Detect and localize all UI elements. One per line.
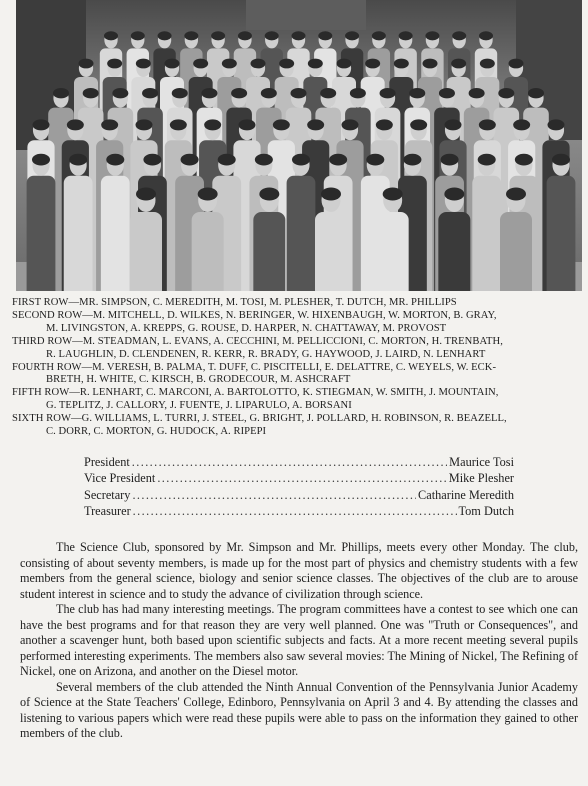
photo-figure-hair xyxy=(104,31,118,40)
officer-row xyxy=(84,504,514,520)
photo-figure-hair xyxy=(131,31,145,40)
photo-figure-hair xyxy=(193,59,208,69)
photo-figure-hair xyxy=(376,119,393,130)
photo-figure-hair xyxy=(279,59,294,69)
leader-dots xyxy=(133,504,457,519)
photo-figure-hair xyxy=(548,119,565,130)
photo-figure-hair xyxy=(515,154,533,166)
caption-row-line: SIXTH ROW—G. WILLIAMS, L. TURRI, J. STEEL, G. BRIGHT, J. POLLARD, H. ROBINSON, R. BEAZELL, xyxy=(12,413,507,425)
photo-figure-hair xyxy=(101,119,118,130)
group-photo-icon xyxy=(16,0,582,291)
photo-figure-hair xyxy=(222,59,237,69)
leader-dots xyxy=(132,455,447,470)
photo-figure-hair xyxy=(265,31,279,40)
officer-row xyxy=(84,455,514,471)
photo-figure-hair xyxy=(423,59,438,69)
leader-dots xyxy=(157,471,446,486)
photo-figure-hair xyxy=(307,119,324,130)
photo-figure-hair xyxy=(273,119,290,130)
photo-figure-hair xyxy=(321,188,341,201)
caption-row-line: M. LIVINGSTON, A. KREPPS, G. ROUSE, D. HARPER, N. CHATTAWAY, M. PROVOST xyxy=(46,322,447,334)
photo-figure-body xyxy=(438,212,470,291)
photo-figure-hair xyxy=(231,88,247,98)
photo-figure-hair xyxy=(291,88,307,98)
photo-figure-hair xyxy=(320,88,336,98)
photo-figure-hair xyxy=(204,119,221,130)
officer-name: Tom Dutch xyxy=(458,504,514,519)
photo-figure-hair xyxy=(380,88,396,98)
photo-figure-hair xyxy=(372,31,386,40)
photo-figure-body xyxy=(472,176,501,291)
photo-figure-hair xyxy=(33,119,50,130)
photo-figure-body xyxy=(64,176,93,291)
photo-figure-hair xyxy=(478,154,496,166)
photo-caption xyxy=(12,297,582,439)
photo-figure-hair xyxy=(513,119,530,130)
photo-figure-hair xyxy=(211,31,225,40)
officer-title: Secretary xyxy=(84,487,131,502)
photo-figure-hair xyxy=(181,154,199,166)
photo-figure-hair xyxy=(292,154,310,166)
photo-figure-hair xyxy=(479,31,493,40)
photo-figure-body xyxy=(253,212,285,291)
officer-name: Maurice Tosi xyxy=(449,455,514,469)
photo-figure-hair xyxy=(201,88,217,98)
photo-figure-body xyxy=(130,212,162,291)
photo-figure-hair xyxy=(409,88,425,98)
officer-title: President xyxy=(84,455,130,469)
photo-figure-hair xyxy=(552,154,570,166)
caption-row-line: R. LAUGHLIN, D. CLENDENEN, R. KERR, R. BRADY, G. HAYWOOD, J. LAIRD, N. LENHART xyxy=(46,348,486,360)
photo-figure-hair xyxy=(479,119,496,130)
leader-dots xyxy=(132,488,416,503)
photo-figure-hair xyxy=(107,59,122,69)
caption-row-line: SECOND ROW—M. MITCHELL, D. WILKES, N. BERINGER, W. HIXENBAUGH, W. MORTON, B. GRAY, xyxy=(12,309,497,321)
photo-figure-hair xyxy=(198,188,218,201)
photo-figure-hair xyxy=(528,88,544,98)
photo-figure-hair xyxy=(143,154,161,166)
group-photo xyxy=(16,0,582,291)
photo-figure-body xyxy=(315,212,347,291)
photo-figure-hair xyxy=(350,88,366,98)
photo-figure-hair xyxy=(184,31,198,40)
photo-figure-hair xyxy=(53,88,69,98)
photo-figure-hair xyxy=(218,154,236,166)
photo-figure-hair xyxy=(170,119,187,130)
photo-figure-hair xyxy=(403,154,421,166)
photo-figure-hair xyxy=(69,154,87,166)
photo-figure-hair xyxy=(509,59,524,69)
article-body xyxy=(20,540,578,742)
photo-figure-hair xyxy=(158,31,172,40)
photo-figure-hair xyxy=(261,88,277,98)
photo-figure-hair xyxy=(439,88,455,98)
photo-figure-hair xyxy=(79,59,94,69)
photo-figure-hair xyxy=(136,188,156,201)
photo-figure-hair xyxy=(342,119,359,130)
photo-figure-hair xyxy=(366,154,384,166)
photo-figure-hair xyxy=(410,119,427,130)
caption-row-line: BRETH, H. WHITE, C. KIRSCH, B. GRODECOUR, M. ASHCRAFT xyxy=(46,374,351,386)
photo-figure-hair xyxy=(444,188,464,201)
photo-figure-hair xyxy=(259,188,279,201)
photo-figure-hair xyxy=(83,88,99,98)
photo-figure-hair xyxy=(136,119,153,130)
caption-row-line: FIFTH ROW—R. LENHART, C. MARCONI, A. BARTOLOTTO, K. STIEGMAN, W. SMITH, J. MOUNTAIN, xyxy=(12,387,499,399)
caption-row-line: THIRD ROW—M. STEADMAN, L. EVANS, A. CECCHINI, M. PELLICCIONI, C. MORTON, H. TRENBATH, xyxy=(12,335,503,347)
caption-row-line: FIRST ROW—MR. SIMPSON, C. MEREDITH, M. TOSI, M. PLESHER, T. DUTCH, MR. PHILLIPS xyxy=(12,297,457,308)
photo-figure-body xyxy=(27,176,56,291)
photo-figure-hair xyxy=(452,31,466,40)
officer-name: Catharine Meredith xyxy=(418,487,514,502)
photo-figure-hair xyxy=(251,59,266,69)
photo-figure-hair xyxy=(238,31,252,40)
photo-figure-hair xyxy=(292,31,306,40)
officer-row xyxy=(84,471,514,487)
photo-figure-hair xyxy=(172,88,188,98)
officer-title: Treasurer xyxy=(84,504,131,519)
photo-figure-hair xyxy=(425,31,439,40)
photo-figure-hair xyxy=(445,119,462,130)
photo-figure-hair xyxy=(318,31,332,40)
body-paragraph: The club has had many interesting meetings. The program committees have a contest to see which one can have the best programs and for that reason they are very well planned. One was "Truth or Consequences", and another a scavenger hunt, both based upon scientific subjects and facts. At a more recent meeting several pupils performed interesting experiments. The members also saw several movies: The Mining of Nickel, The Refining of Nickel, one on Arizona, and another on the Diesel motor. xyxy=(20,602,578,678)
officer-title: Vice President xyxy=(84,471,156,486)
photo-figure-hair xyxy=(469,88,485,98)
photo-figure-hair xyxy=(345,31,359,40)
photo-figure-hair xyxy=(32,154,50,166)
photo-figure-hair xyxy=(399,31,413,40)
body-paragraph: The Science Club, sponsored by Mr. Simpson and Mr. Phillips, meets every other Monday. The club, consisting of about seventy members, is made up for the most part of physics and chemistry students with a few members from the general science, biology and senior science classes. The objectives of the club are to arouse student interest in science and to study the advance of civilization through science. xyxy=(20,540,578,601)
officer-row xyxy=(84,488,514,504)
body-paragraph: Several members of the club attended the Ninth Annual Convention of the Pennsylvania Junior Academy of Science at the State Teachers' College, Edinboro, Pennsylvania on April 3 and 4. By attending the classes and listening to various papers which were read these pupils were able to pass on the information they gained to other members of the club. xyxy=(20,679,578,740)
photo-figure-hair xyxy=(394,59,409,69)
caption-row-line: G. TEPLITZ, J. CALLORY, J. FUENTE, J. LIPARULO, A. BORSANI xyxy=(46,400,352,412)
officers-list xyxy=(84,455,514,521)
photo-figure-body xyxy=(101,176,130,291)
photo-figure-hair xyxy=(142,88,158,98)
photo-figure-body xyxy=(192,212,224,291)
photo-figure-hair xyxy=(365,59,380,69)
photo-figure-hair xyxy=(383,188,403,201)
photo-figure-hair xyxy=(506,188,526,201)
photo-figure-hair xyxy=(498,88,514,98)
photo-figure-body xyxy=(287,176,316,291)
photo-figure-hair xyxy=(337,59,352,69)
photo-figure-hair xyxy=(112,88,128,98)
photo-figure-hair xyxy=(165,59,180,69)
photo-figure-hair xyxy=(441,154,459,166)
photo-figure-hair xyxy=(451,59,466,69)
photo-figure-hair xyxy=(239,119,256,130)
officer-name: Mike Plesher xyxy=(448,471,514,486)
photo-figure-body xyxy=(377,212,409,291)
photo-figure-body xyxy=(547,176,576,291)
caption-row-line: C. DORR, C. MORTON, G. HUDOCK, A. RIPEPI xyxy=(46,426,267,438)
photo-figure-hair xyxy=(136,59,151,69)
caption-row-line: FOURTH ROW—M. VERESH, B. PALMA, T. DUFF, C. PISCITELLI, E. DELATTRE, C. WEYELS, W. ECK- xyxy=(12,361,497,373)
photo-figure-hair xyxy=(329,154,347,166)
photo-figure-hair xyxy=(255,154,273,166)
photo-figure-hair xyxy=(308,59,323,69)
photo-figure-body xyxy=(500,212,532,291)
photo-figure-hair xyxy=(480,59,495,69)
photo-figure-hair xyxy=(106,154,124,166)
photo-figure-hair xyxy=(67,119,84,130)
